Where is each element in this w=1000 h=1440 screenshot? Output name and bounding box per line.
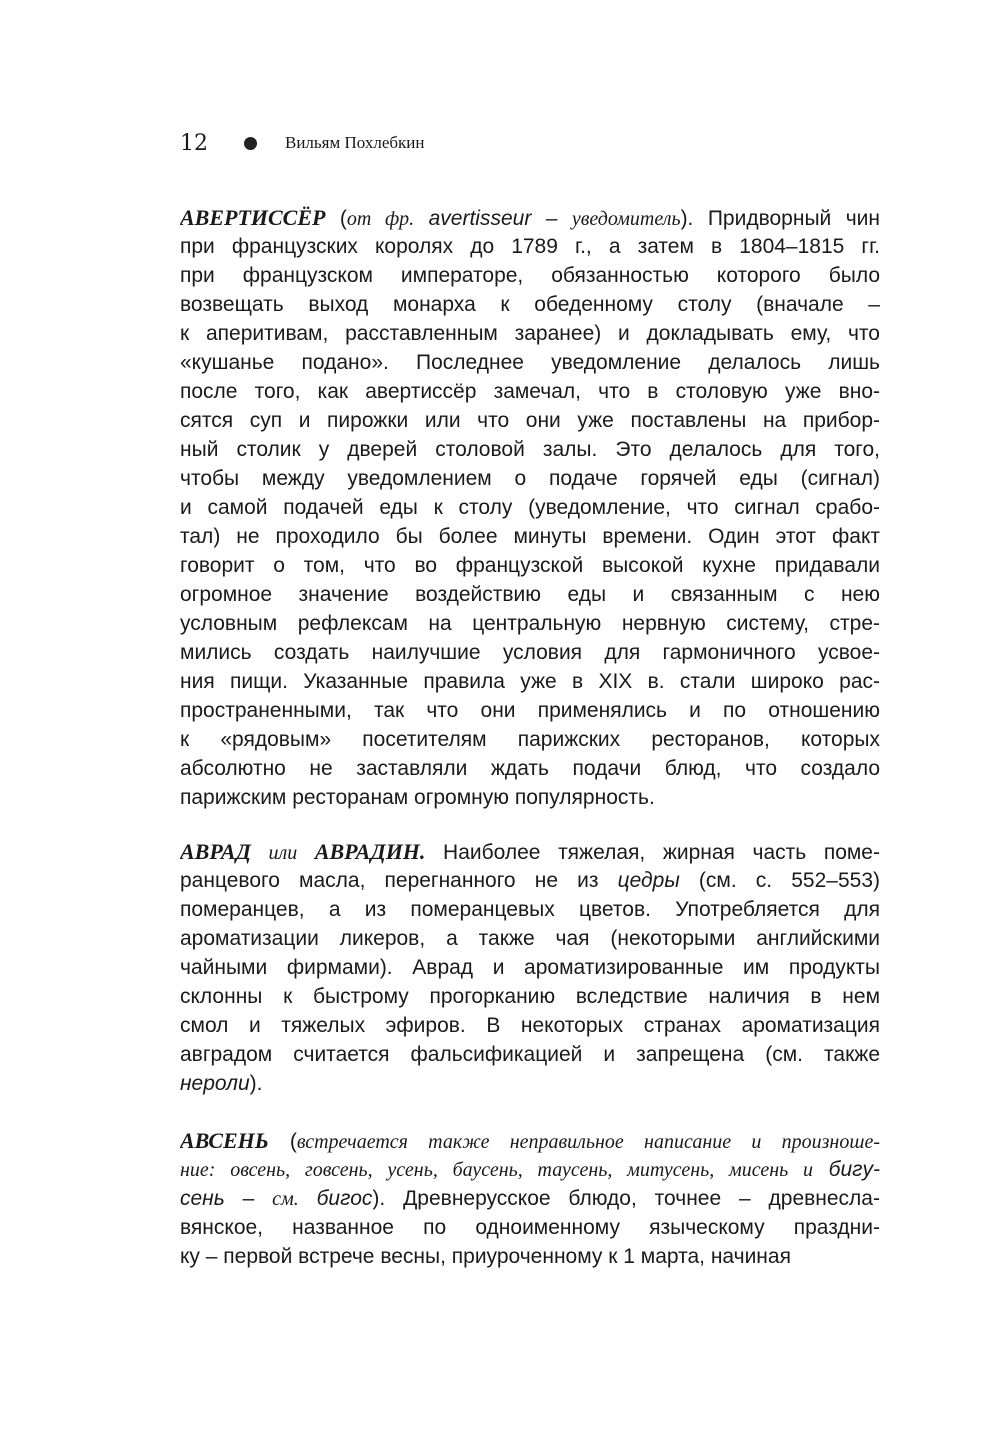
text-line [180, 1213, 880, 1242]
text-segment: к «рядовым» посетителям парижских ресторанов, которых [180, 728, 880, 751]
text-segment: чайными фирмами). Аврад и ароматизированные им продукты [180, 956, 880, 979]
text-segment: ный столик у дверей столовой залы. Это делалось для того, [180, 438, 880, 461]
text-segment [251, 841, 269, 864]
text-line [180, 377, 880, 406]
text-segment: бигу- [813, 1158, 880, 1181]
text-line [180, 319, 880, 348]
entry-avrad [180, 837, 880, 1098]
text-segment: ( [325, 207, 347, 230]
text-segment: авградом считается фальсификацией и запрещена (см. также [180, 1043, 880, 1066]
text-line [180, 1069, 880, 1098]
text-segment: или [268, 842, 298, 864]
text-segment: парижским ресторанам огромную популярность. [180, 786, 655, 809]
text-segment: сень [180, 1187, 225, 1210]
text-line [180, 290, 880, 319]
text-segment: и самой подачей еды к столу (уведомление, что сигнал срабо- [180, 496, 880, 519]
text-segment: сятся суп и пирожки или что они уже поставлены на прибор- [180, 409, 880, 432]
text-line [180, 667, 880, 696]
text-line [180, 1011, 880, 1040]
entry-headword: АВРАДИН. [314, 839, 426, 864]
text-segment: чтобы между уведомлением о подаче горячей еды (сигнал) [180, 467, 880, 490]
entry-headword: АВЕРТИССЁР [180, 205, 326, 230]
text-segment: ( [268, 1130, 297, 1153]
text-segment: после того, как авертиссёр замечал, что в столовую уже вно- [180, 380, 880, 403]
text-line [180, 609, 880, 638]
text-line [180, 522, 880, 551]
text-line [180, 837, 880, 866]
text-segment: Наиболее тяжелая, жирная часть поме- [425, 841, 880, 864]
text-segment: «кушанье подано». Последнее уведомление делалось лишь [180, 351, 880, 374]
text-segment: ранцевого масла, перегнанного не из [180, 869, 618, 892]
text-segment: говорит о том, что во французской высокой кухне придавали [180, 554, 880, 577]
running-header [180, 128, 425, 158]
text-segment: ку – первой встрече весны, приуроченному к 1 марта, начиная [180, 1245, 791, 1268]
text-line [180, 551, 880, 580]
entry-headword: АВРАД [180, 839, 251, 864]
text-segment: – [224, 1187, 273, 1210]
text-segment: тал) не проходило бы более минуты времени. Один этот факт [180, 525, 880, 548]
text-line [180, 348, 880, 377]
text-segment: ). Придворный чин [680, 207, 880, 230]
text-segment: условным рефлексам на центральную нервную систему, стре- [180, 612, 880, 635]
text-line [180, 203, 880, 232]
text-line [180, 696, 880, 725]
text-segment: к аперитивам, расставленным заранее) и докладывать ему, что [180, 322, 880, 345]
text-line [180, 866, 880, 895]
text-line [180, 754, 880, 783]
text-segment: возвещать выход монарха к обеденному столу (вначале – [180, 293, 880, 316]
text-line [180, 261, 880, 290]
text-line [180, 1242, 880, 1271]
running-title: Вильям Похлебкин [285, 133, 425, 152]
text-segment: ние: овсень, говсень, усень, баусень, таусень, митусень, мисень и [180, 1159, 814, 1181]
entry-avsen [180, 1126, 880, 1271]
text-segment: мились создать наилучшие условия для гармоничного усвое- [180, 641, 880, 664]
text-segment: бигос [298, 1187, 373, 1210]
text-segment: смол и тяжелых эфиров. В некоторых странах ароматизация [180, 1014, 880, 1037]
text-line [180, 406, 880, 435]
text-line [180, 1040, 880, 1069]
text-line [180, 464, 880, 493]
text-line [180, 982, 880, 1011]
text-line [180, 493, 880, 522]
text-segment: уведомитель [571, 208, 681, 230]
text-line [180, 895, 880, 924]
text-segment: ). Древнерусское блюдо, точнее – древнесла- [372, 1187, 880, 1210]
text-segment: ароматизации ликеров, а также чая (некоторыми английскими [180, 927, 880, 950]
text-segment [297, 841, 315, 864]
text-line [180, 1126, 880, 1155]
text-segment: склонны к быстрому прогорканию вследствие наличия в нем [180, 985, 880, 1008]
text-line [180, 232, 880, 261]
text-segment: нероли [180, 1072, 250, 1095]
text-line [180, 638, 880, 667]
text-segment: вянское, названное по одноименному языческому праздни- [180, 1216, 880, 1239]
text-line [180, 953, 880, 982]
text-segment: пространенными, так что они применялись и по отношению [180, 699, 880, 722]
text-segment: цедры [617, 869, 680, 892]
entry-avertisseur [180, 203, 880, 812]
text-segment: ). [249, 1072, 263, 1095]
text-line [180, 1184, 880, 1213]
text-line [180, 783, 880, 812]
text-segment: (см. с. 552–553) [679, 869, 880, 892]
text-line [180, 435, 880, 464]
text-segment: померанцев, а из померанцевых цветов. Употребляется для [180, 898, 880, 921]
text-segment: avertisseur – [414, 207, 572, 230]
text-line [180, 725, 880, 754]
text-segment: абсолютно не заставляли ждать подачи блюд, что создало [180, 757, 880, 780]
entry-headword: АВСЕНЬ [180, 1128, 269, 1153]
page-number: 12 [180, 130, 208, 156]
text-segment: огромное значение воздействию еды и связанным с нею [180, 583, 880, 606]
text-line [180, 924, 880, 953]
text-segment: см. [272, 1188, 299, 1210]
text-segment: ния пищи. Указанные правила уже в XIX в. стали широко рас- [180, 670, 880, 693]
text-segment: встречается также неправильное написание и произноше- [296, 1131, 880, 1153]
text-segment: при французском императоре, обязанностью которого было [180, 264, 880, 287]
bullet-dot-icon [244, 137, 257, 150]
text-line [180, 1155, 880, 1184]
text-segment: при французских королях до 1789 г., а затем в 1804–1815 гг. [180, 235, 880, 258]
text-line [180, 580, 880, 609]
text-segment: от фр. [346, 208, 415, 230]
